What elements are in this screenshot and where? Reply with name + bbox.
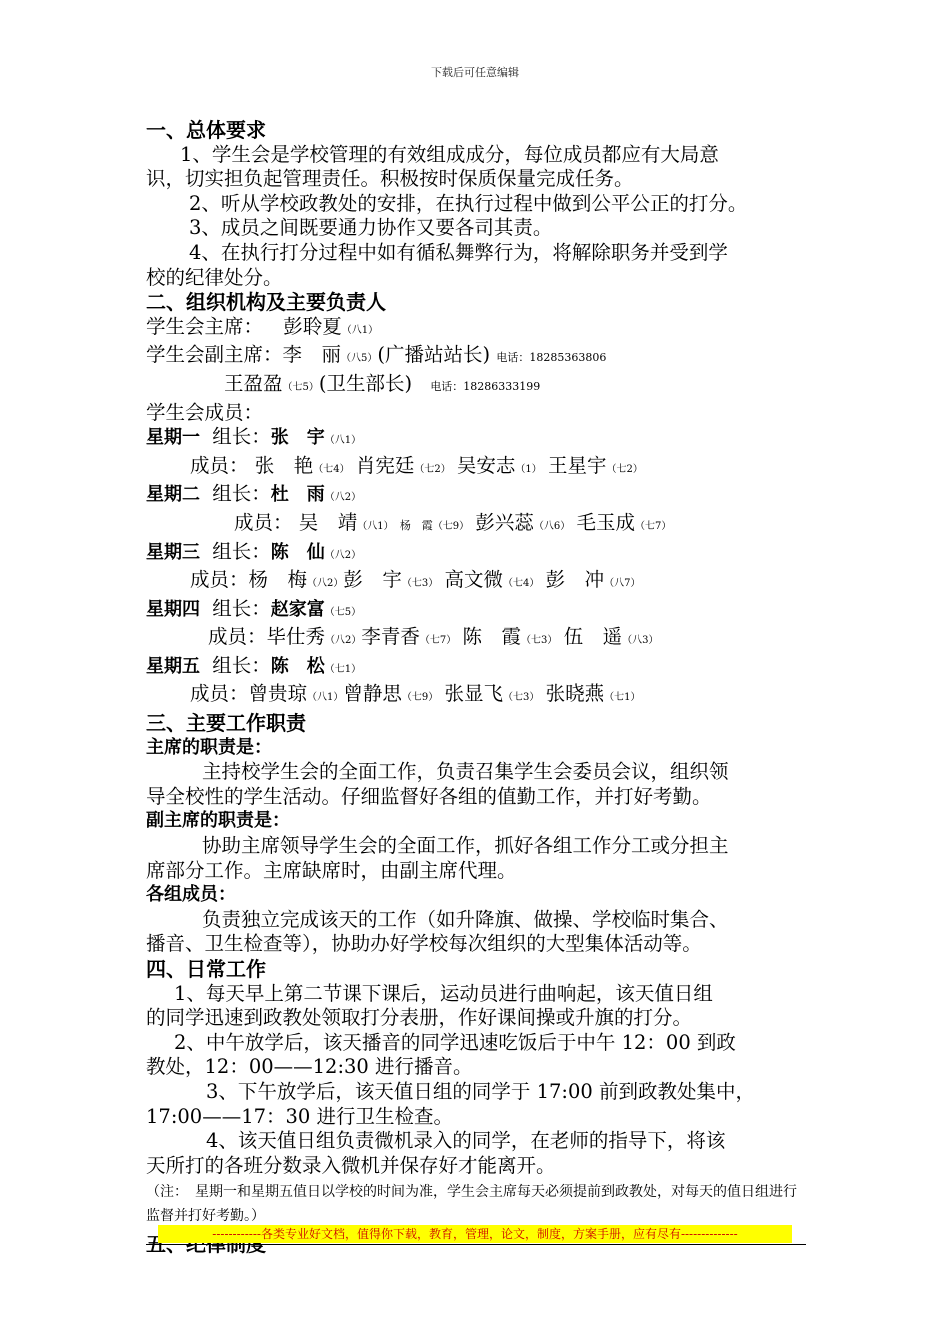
- vice-duty-title: 副主席的职责是：: [146, 810, 290, 832]
- duty-member-class: （七9）: [401, 692, 439, 704]
- vice2-class: （七5）: [282, 381, 319, 393]
- duty-member: 张显飞: [444, 682, 504, 706]
- s1-p3: 3、成员之间既要通力协作又要各司其责。: [189, 216, 553, 240]
- s1-p1-line1: 1、学生会是学校管理的有效组成成分，每位成员都应有大局意: [180, 142, 719, 166]
- chair-name: 彭聆夏: [283, 314, 342, 338]
- duty-member: 曾静思: [343, 682, 402, 706]
- document-body: [146, 118, 810, 1257]
- duty-member-class: （七3）: [521, 635, 558, 647]
- duty-member: 曾贵琼: [248, 682, 308, 706]
- duty-day-leader-line: [146, 482, 810, 511]
- vice-duty-line2: 席部分工作。主席缺席时，由副主席代理。: [146, 858, 517, 882]
- duty-member-class: （八3）: [622, 635, 659, 647]
- duty-day-leader-line: [146, 654, 810, 683]
- chair-line: [146, 315, 810, 344]
- duty-day: 星期一: [146, 427, 200, 449]
- leader-label: 组长：: [212, 482, 271, 506]
- chair-class: （八1）: [341, 324, 379, 336]
- duty-day: 星期五: [146, 655, 200, 677]
- members-duty-title: 各组成员：: [146, 884, 236, 906]
- leader-label: 组长：: [212, 596, 271, 620]
- duty-member-class: （1）: [515, 463, 542, 475]
- duty-member-class: （七3）: [401, 578, 439, 590]
- s1-p2: 2、听从学校政教处的安排，在执行过程中做到公平公正的打分。: [189, 191, 748, 215]
- duty-day: 星期二: [146, 484, 200, 506]
- duty-member-class: （八7）: [604, 578, 641, 590]
- members-duty-line2: 播音、卫生检查等），协助办好学校每次组织的大型集体活动等。: [146, 932, 702, 956]
- leader-label: 组长：: [212, 539, 271, 563]
- duty-leader-class: （七1）: [324, 663, 362, 675]
- footer-divider: [146, 1244, 806, 1245]
- duty-members-line: [146, 568, 810, 597]
- duty-member: 彭 冲: [545, 568, 605, 592]
- vice2-name: 王盈盈: [224, 371, 283, 395]
- duty-member: 杨 霞: [399, 518, 433, 532]
- members-duty-line1: 负责独立完成该天的工作（如升降旗、做操、学校临时集合、: [202, 907, 729, 931]
- duty-member: 毕仕秀: [266, 625, 326, 649]
- duty-member-class: （七4）: [503, 578, 540, 590]
- duty-leader: 赵家富: [270, 598, 325, 620]
- duty-member: 杨 梅: [248, 568, 308, 592]
- duty-member-class: （八1）: [307, 692, 344, 704]
- duty-member-class: （七7）: [635, 520, 672, 532]
- member-label: 成员：: [190, 682, 249, 706]
- page-header: 下载后可任意编辑: [431, 66, 519, 79]
- section-4-title: 四、日常工作: [146, 957, 266, 981]
- duty-member-class: （七4）: [313, 463, 350, 475]
- duty-members-line: [146, 454, 810, 483]
- duty-day-leader-line: [146, 597, 810, 626]
- duty-member: 彭 宇: [343, 568, 402, 592]
- duty-member: 吴安志: [456, 453, 516, 477]
- duty-member: 张晓燕: [545, 682, 605, 706]
- vice-chair-line: [146, 343, 810, 372]
- vice2-role: (卫生部长): [318, 371, 413, 395]
- leader-label: 组长：: [212, 425, 271, 449]
- duty-day: 星期四: [146, 598, 200, 620]
- duty-member: 吴 靖: [298, 510, 358, 534]
- duty-member: 毛玉成: [576, 510, 635, 534]
- s4-p3-line1: 3、下午放学后，该天值日组的同学于 17:00 前到政教处集中，: [206, 1079, 755, 1103]
- s4-p1-line2: 的同学迅速到政教处领取打分表册，作好课间操或升旗的打分。: [146, 1006, 693, 1030]
- duty-members-line: [146, 682, 810, 711]
- s4-p2-line1: 2、中午放学后，该天播音的同学迅速吃饭后于中午 12：00 到政: [174, 1030, 736, 1054]
- vice1-role: (广播站站长): [377, 343, 491, 367]
- duty-member: 张 艳: [254, 453, 314, 477]
- chair-duty-line2: 导全校性的学生活动。仔细监督好各组的值勤工作，并打好考勤。: [146, 784, 712, 808]
- duty-member-class: （七2）: [606, 463, 643, 475]
- vice1-name: 李 丽: [282, 343, 342, 367]
- footer-banner: ------------各类专业好文档，值得你下载，教育，管理，论文，制度，方案手册，应有尽有--------------: [212, 1227, 738, 1241]
- s4-p4-line2: 天所打的各班分数录入微机并保存好才能离开。: [146, 1153, 556, 1177]
- vice-duty-line1: 协助主席领导学生会的全面工作，抓好各组工作分工或分担主: [202, 834, 729, 858]
- duty-roster: [146, 425, 810, 711]
- vice2-phone: 电话：18286333199: [430, 379, 541, 393]
- duty-member-class: （八2）: [325, 635, 362, 647]
- s4-p3-line2: 17:00——17：30 进行卫生检查。: [146, 1104, 454, 1128]
- duty-day: 星期三: [146, 541, 200, 563]
- duty-leader: 张 宇: [270, 427, 325, 449]
- duty-member: 肖宪廷: [355, 453, 415, 477]
- s4-p4-line1: 4、该天值日组负责微机录入的同学，在老师的指导下，将该: [206, 1129, 726, 1153]
- duty-leader: 杜 雨: [270, 484, 325, 506]
- duty-member: 伍 遥: [563, 625, 623, 649]
- duty-members-line: [146, 511, 810, 540]
- duty-day-leader-line: [146, 540, 810, 569]
- member-label: 成员：: [234, 510, 293, 534]
- duty-member: 李青香: [361, 625, 420, 649]
- members-label: 学生会成员：: [146, 400, 264, 424]
- chair-label: 学生会主席：: [146, 314, 264, 338]
- s1-p1-line2: 识，切实担负起管理责任。积极按时保质保量完成任务。: [146, 167, 634, 191]
- duty-member-class: （七7）: [419, 635, 457, 647]
- s4-p2-line2: 教处，12：00——12:30 进行播音。: [146, 1055, 473, 1079]
- member-label: 成员：: [190, 568, 249, 592]
- duty-leader: 陈 仙: [270, 541, 325, 563]
- leader-label: 组长：: [212, 653, 271, 677]
- vice2-line: [146, 372, 810, 401]
- member-label: 成员：: [190, 453, 249, 477]
- duty-leader-class: （七5）: [324, 606, 362, 618]
- s1-p4-line1: 4、在执行打分过程中如有循私舞弊行为，将解除职务并受到学: [189, 240, 728, 264]
- duty-day-leader-line: [146, 425, 810, 454]
- vice1-class: （八5）: [341, 353, 378, 365]
- duty-member: 王星宇: [548, 453, 607, 477]
- vice-chair-label: 学生会副主席：: [146, 343, 283, 367]
- duty-leader-class: （八2）: [324, 549, 362, 561]
- member-label: 成员：: [208, 625, 267, 649]
- duty-member: 高文微: [444, 568, 504, 592]
- duty-member-class: （七3）: [503, 692, 540, 704]
- s1-p4-line2: 校的纪律处分。: [146, 265, 283, 289]
- duty-leader: 陈 松: [270, 655, 325, 677]
- s4-note: （注： 星期一和星期五值日以学校的时间为准，学生会主席每天必须提前到政教处，对每天的值日组进行监督并打好考勤。）: [146, 1184, 797, 1225]
- chair-duty-title: 主席的职责是：: [146, 736, 272, 758]
- chair-duty-line1: 主持校学生会的全面工作，负责召集学生会委员会议，组织领: [202, 760, 729, 784]
- s4-p1-line1: 1、每天早上第二节课下课后，运动员进行曲响起，该天值日组: [174, 981, 713, 1005]
- section-1-title: 一、总体要求: [146, 118, 266, 142]
- section-2-title: 二、组织机构及主要负责人: [146, 290, 386, 315]
- duty-member-class: （七1）: [604, 692, 641, 704]
- duty-member-class: （八1）: [357, 520, 394, 532]
- duty-members-line: [146, 625, 810, 654]
- section-3-title: 三、主要工作职责: [146, 711, 306, 736]
- duty-member-class: （七2）: [414, 463, 451, 475]
- duty-member-class: （七9）: [432, 520, 470, 532]
- duty-member: 陈 霞: [462, 625, 522, 649]
- vice1-phone: 电话：18285363806: [496, 351, 607, 365]
- duty-member-class: （八2）: [307, 578, 344, 590]
- duty-member: 彭兴蕊: [475, 510, 534, 534]
- duty-leader-class: （八2）: [324, 492, 362, 504]
- duty-leader-class: （八1）: [324, 435, 362, 447]
- duty-member-class: （八6）: [533, 520, 571, 532]
